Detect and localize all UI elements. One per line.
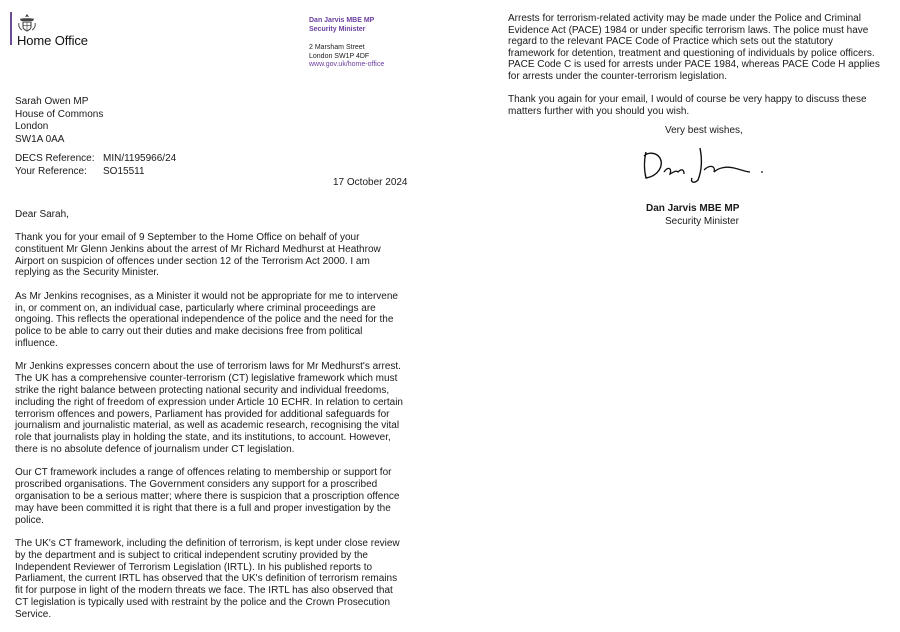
decs-reference-row [15, 153, 176, 166]
salutation: Dear Sarah, [15, 209, 69, 220]
letter-date: 17 October 2024 [333, 177, 408, 188]
references-block [15, 153, 176, 178]
recipient-line3: London [15, 121, 49, 132]
sender-website-link[interactable]: www.gov.uk/home-office [309, 61, 385, 68]
body-paragraph: The UK's CT framework, including the definition of terrorism, is kept under close review by the department and is subject to critical independent scrutiny provided by the Independent Reviewer of Terrorism Legislation (IRTL). In his published reports to Parliament, the current IRTL has observed that the UK's definition of terrorism remains fit for purpose in light of the modern threats we face. The IRTL has also observed that CT legislation is typically used with restraint by the police and the Crown Prosecution Service. [15, 537, 400, 620]
sender-address-line1: 2 Marsham Street [309, 44, 365, 51]
royal-crest-icon [16, 13, 38, 33]
recipient-address [15, 96, 103, 146]
letter-body-page-1 [15, 232, 407, 632]
decs-reference-value: MIN/1195966/24 [103, 153, 177, 164]
body-paragraph: Thank you again for your email, I would of course be very happy to discuss these matters further with you should you wish. [508, 94, 867, 117]
body-paragraph: Arrests for terrorism-related activity may be made under the Police and Criminal Evidence Act (PACE) 1984 or under specific terrorism laws. The police must have regard to the relevant PACE Code of Practice which sets out the statutory framework for detention, treatment and questioning of individuals by police officers. PACE Code C is used for arrests under PACE 1984, whereas PACE Code H applies for arrests under the counter-terrorism legislation. [508, 13, 880, 82]
recipient-line4: SW1A 0AA [15, 133, 65, 145]
sender-name: Dan Jarvis MBE MP [309, 17, 375, 24]
recipient-name: Sarah Owen MP [15, 96, 89, 107]
home-office-logo [10, 12, 110, 52]
sender-block [309, 17, 384, 70]
signatory-name: Dan Jarvis MBE MP [646, 203, 740, 214]
handwritten-signature [638, 142, 768, 194]
valediction: Very best wishes, [665, 125, 743, 136]
signatory-title: Security Minister [665, 216, 739, 227]
logo-accent-bar [10, 12, 12, 45]
body-paragraph: Our CT framework includes a range of offences relating to membership or support for proscribed organisations. The Government considers any support for a proscribed organisation to be a serious matter; where there is suspicion that a proscription offence may have been committed it is right that there is a full and proper investigation by the police. [15, 467, 400, 526]
recipient-line2: House of Commons [15, 108, 104, 120]
your-reference-row [15, 166, 176, 179]
letter-body-page-2 [508, 13, 880, 129]
body-paragraph: Thank you for your email of 9 September to the Home Office on behalf of your constituent Mr Glenn Jenkins about the arrest of Mr Richard Medhurst at Heathrow Airport on suspicion of offences under section 12 of the Terrorism Act 2000. I am replying as the Security Minister. [15, 232, 381, 279]
decs-reference-label: DECS Reference: [15, 153, 95, 164]
sender-address-line2: London SW1P 4DF [309, 52, 370, 60]
body-paragraph: Mr Jenkins expresses concern about the use of terrorism laws for Mr Medhurst's arrest. The UK has a comprehensive counter-terrorism (CT) legislative framework which must strike the right balance between protecting national security and individual freedoms, including the right of freedom of expression under Article 10 ECHR. In relation to certain terrorism offences and powers, Parliament has provided for additional safeguards for journalism and journalistic material, as well as academic research, recognising the vital role that journalists play in holding the state, and its institutions, to account. However, there is no absolute defence of journalism under CT legislation. [15, 361, 403, 455]
org-name: Home Office [17, 33, 88, 48]
sender-title: Security Minister [309, 25, 366, 33]
body-paragraph: As Mr Jenkins recognises, as a Minister it would not be appropriate for me to intervene in, or comment on, an individual case, particularly where criminal proceedings are ongoing. This reflects the operational independence of the police and the need for the police to be able to carry out their duties and make decisions free from political influence. [15, 290, 398, 349]
your-reference-label: Your Reference: [15, 165, 87, 177]
letter-page-1 [0, 0, 450, 620]
letter-page-2 [450, 0, 900, 589]
your-reference-value: SO15511 [103, 165, 145, 177]
